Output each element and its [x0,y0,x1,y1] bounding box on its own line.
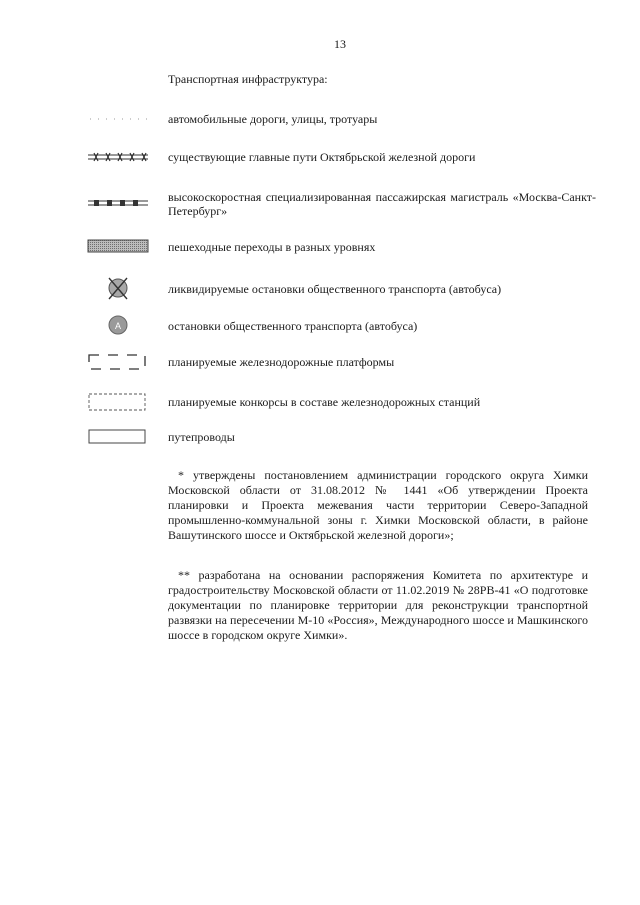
road-dotted-line-icon [86,112,150,142]
platform-dashed-icon [86,352,150,382]
high-speed-railway-icon [86,196,150,226]
removed-bus-stop-icon [86,275,150,305]
legend-label: ликвидируемые остановки общественного транспорта (автобуса) [168,282,502,296]
bus-stop-letter: А [114,321,122,331]
legend-label: автомобильные дороги, улицы, тротуары [168,112,378,126]
concourse-dashed-icon [86,391,150,421]
legend-row-bus-stop [86,312,596,342]
legend-row-planned-concourse [86,395,596,425]
legend-label: пешеходные переходы в разных уровнях [168,240,376,254]
footnote-approved: * утверждены постановлением администрации городского округа Химки Московской области от 31.08.2012 № 1441 «Об утверждении Проекта планировки и Проекта межевания части территории Северо-Западной промышленно-коммунальной зоны г. Химки Московской области, в районе Вашутинского шоссе и Октябрьской железной дороги»; [168,468,588,542]
pedestrian-crossing-icon [86,238,150,268]
legend-label: существующие главные пути Октябрьской железной дороги [168,150,476,164]
legend-row-planned-platform [86,355,596,385]
bus-stop-icon [86,312,150,342]
legend-row-pedestrian-crossing [86,240,596,270]
railway-track-icon [86,150,150,180]
page-number: 13 [334,37,346,51]
footnote-developed: ** разработана на основании распоряжения Комитета по архитектуре и градостроительству Московской области от 11.02.2019 № 28РВ-41 «О подготовке документации по планировке территории для реконструкции транспортной развязки на пересечении М-10 «Россия», Международного шоссе и Машкинского шоссе в городском округе Химки». [168,568,588,642]
legend-label: путепроводы [168,430,235,444]
legend-row-railway [86,150,596,180]
legend-label: остановки общественного транспорта (автобуса) [168,319,418,333]
legend-label: планируемые конкорсы в составе железнодорожных станций [168,395,481,409]
legend-label: высокоскоростная специализированная пассажирская магистраль «Москва-Санкт-Петербург» [168,190,596,218]
legend-row-high-speed-railway [86,190,596,224]
legend-row-roads [86,112,596,142]
legend-row-overpass [86,430,596,460]
legend-row-removed-bus-stop [86,275,596,305]
overpass-icon [86,428,150,458]
section-title: Транспортная инфраструктура: [168,72,328,86]
legend-label: планируемые железнодорожные платформы [168,355,395,369]
